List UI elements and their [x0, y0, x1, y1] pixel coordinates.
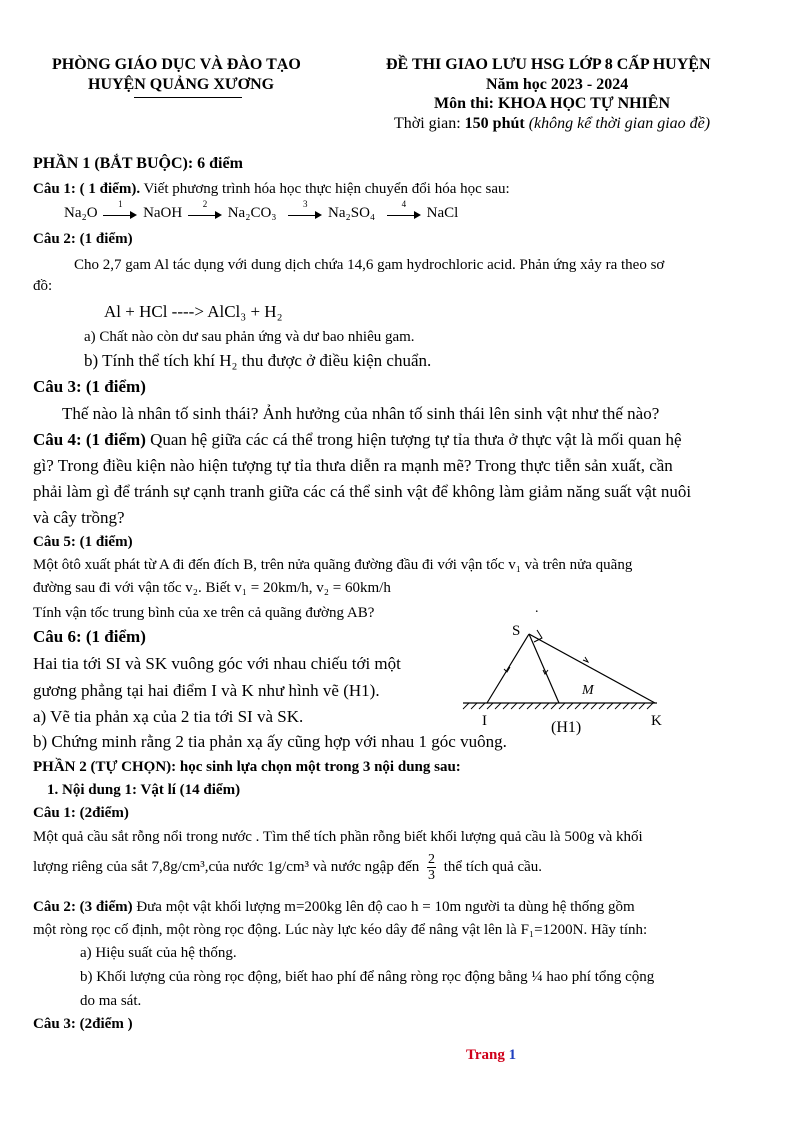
arrow-icon	[583, 657, 588, 662]
step-number: 4	[401, 198, 407, 209]
q3-text: Thế nào là nhân tố sinh thái? Ảnh hưởng của nhân tố sinh thái lên sinh vật như thế nào?	[62, 404, 660, 423]
q5-text-line2: đường sau đi với vận tốc v₂. Biết v₁ = 20km/h, v₂ = 60km/h	[33, 580, 391, 596]
mirror-hatching	[463, 703, 653, 709]
step-number: 1	[118, 198, 123, 209]
q2-label: Câu 2: (1 điểm)	[33, 231, 133, 247]
figure-caption: (H1)	[551, 719, 582, 736]
page-number: 1	[508, 1047, 517, 1063]
label-S: S	[512, 623, 521, 639]
label-K: K	[651, 713, 662, 729]
time-note: (không kể thời gian giao đề)	[524, 115, 711, 132]
q4-line1	[33, 430, 682, 450]
q4-text-line4: và cây trồng?	[33, 508, 125, 527]
q4-text-line1: Quan hệ giữa các cá thể trong hiện tượng tự tỉa thưa ở thực vật là mối quan hệ	[145, 430, 682, 449]
subject-label: Môn thi:	[434, 95, 498, 112]
q5-label: Câu 5: (1 điểm)	[33, 534, 133, 550]
p2q2-part-b-line1: b) Khối lượng của ròng rọc động, biết hao phí để nâng ròng rọc động bằng ¼ hao phí tổng cộng	[80, 969, 655, 985]
q2-text-line2: đồ:	[33, 278, 53, 294]
reaction-arrow	[288, 198, 322, 221]
p2q1-text-line2	[33, 852, 542, 883]
q2-part-b: b) Tính thể tích khí H₂ thu được ở điều kiện chuẩn.	[84, 351, 432, 370]
p2q1-text-line1: Một quả cầu sắt rỗng nổi trong nước . Tìm thể tích phần rỗng biết khối lượng quả cầu là 500g và khối	[33, 829, 643, 845]
fraction-two-thirds	[427, 852, 436, 883]
p2q1-label: Câu 1: (2điểm)	[33, 805, 129, 821]
part2-title: PHẦN 2 (TỰ CHỌN): học sinh lựa chọn một trong 3 nội dung sau:	[33, 759, 461, 775]
q6-part-b: b) Chứng minh rằng 2 tia phản xạ ấy cũng hợp với nhau 1 góc vuông.	[33, 732, 507, 751]
q2-part-a: a) Chất nào còn dư sau phản ứng và dư bao nhiêu gam.	[84, 329, 415, 345]
subject-line	[434, 95, 670, 113]
q4-text-line2: gì? Trong điều kiện nào hiện tượng tự tỉa thưa diễn ra mạnh mẽ? Trong thực tiễn sản xuất, cần	[33, 456, 673, 475]
reaction-arrow	[387, 198, 421, 221]
time-value: 150 phút	[464, 115, 525, 132]
label-I: I	[482, 713, 487, 729]
part2-content1: 1. Nội dung 1: Vật lí (14 điểm)	[47, 782, 241, 798]
department-name: PHÒNG GIÁO DỤC VÀ ĐÀO TẠO	[52, 56, 301, 73]
q1-label: Câu 1: ( 1 điểm).	[33, 181, 141, 197]
p2q2-label: Câu 2	[33, 899, 71, 915]
q5-text-line3: Tính vận tốc trung bình của xe trên cả quãng đường AB?	[33, 605, 375, 621]
q2-text-line1: Cho 2,7 gam Al tác dụng với dung dịch chứa 14,6 gam hydrochloric acid. Phản ứng xảy ra theo sơ	[74, 257, 665, 273]
p2q2-text-line1: Đưa một vật khối lượng m=200kg lên độ cao h = 10m người ta dùng hệ thống gồm	[132, 899, 635, 915]
fraction-denominator: 3	[428, 868, 435, 883]
step-number: 3	[303, 198, 308, 209]
reaction-arrow	[103, 198, 137, 221]
q1-text: Viết phương trình hóa học thực hiện chuyển đổi hóa học sau:	[140, 181, 510, 197]
school-year: Năm học 2023 - 2024	[486, 76, 629, 93]
p2q1-line2-pre: lượng riêng của sắt 7,8g/cm³,của nước 1g/cm³ và nước ngập đến	[33, 858, 420, 875]
q6-part-a: a) Vẽ tia phản xạ của 2 tia tới SI và SK.	[33, 707, 304, 726]
step-number: 2	[202, 198, 208, 209]
time-line	[394, 115, 710, 133]
p2q2-line1	[33, 899, 635, 916]
reaction-arrow	[188, 198, 222, 221]
q4-label: Câu 4: (1 điểm)	[33, 430, 146, 449]
chain-compound: NaOH	[143, 205, 183, 221]
p2q3-label: Câu 3: (2điểm )	[33, 1016, 133, 1032]
q6-text-line1: Hai tia tới SI và SK vuông góc với nhau chiếu tới một	[33, 654, 401, 673]
mirror-diagram	[455, 600, 675, 740]
time-label: Thời gian:	[394, 115, 465, 132]
p2q2-part-b-line2: do ma sát.	[80, 993, 142, 1009]
q6-text-line2: gương phẳng tại hai điểm I và K như hình vẽ (H1).	[33, 681, 380, 700]
q5-text-line1: Một ôtô xuất phát từ A đi đến đích B, trên nửa quãng đường đầu đi với vận tốc v₁ và trên nửa quãng	[33, 557, 633, 573]
chain-compound: Na₂O	[64, 205, 98, 221]
p2q1-line2-post: thể tích quả cầu.	[443, 858, 543, 875]
part1-title: PHẦN 1 (BẮT BUỘC): 6 điểm	[33, 155, 243, 172]
page-footer	[466, 1047, 516, 1064]
q2-equation: Al + HCl ----> AlCl₃ + H₂	[104, 302, 283, 321]
q6-label: Câu 6: (1 điểm)	[33, 627, 146, 646]
p2q2-part-a: a) Hiệu suất của hệ thống.	[80, 945, 237, 961]
exam-title: ĐỀ THI GIAO LƯU HSG LỚP 8 CẤP HUYỆN	[386, 56, 711, 73]
chain-compound: Na₂SO₄	[328, 205, 376, 221]
ray-SI	[487, 634, 529, 703]
fraction-numerator: 2	[428, 852, 435, 867]
page-label: Trang	[466, 1047, 509, 1063]
top-dot: .	[535, 601, 539, 616]
label-M: M	[582, 683, 594, 698]
p2q2-text-line2: một ròng rọc cố định, một ròng rọc động. Lúc này lực kéo dây để nâng vật lên là F₁=1200N. Hãy tính:	[33, 922, 648, 938]
header-underline	[134, 97, 242, 98]
chain-compound: NaCl	[426, 205, 459, 221]
q4-text-line3: phải làm gì để tránh sự cạnh tranh giữa các cá thể sinh vật để không làm giảm năng suất vật nuôi	[33, 482, 692, 501]
chain-compound: Na₂CO₃	[227, 205, 277, 221]
q3-label: Câu 3: (1 điểm)	[33, 377, 146, 396]
q1-prompt	[33, 181, 510, 198]
ray-SM	[529, 634, 559, 703]
subject-name: KHOA HỌC TỰ NHIÊN	[498, 95, 671, 112]
p2q2-points: : (3 điểm)	[70, 899, 133, 915]
district-name: HUYỆN QUẢNG XƯƠNG	[88, 76, 275, 93]
q1-reaction-chain	[64, 198, 459, 222]
